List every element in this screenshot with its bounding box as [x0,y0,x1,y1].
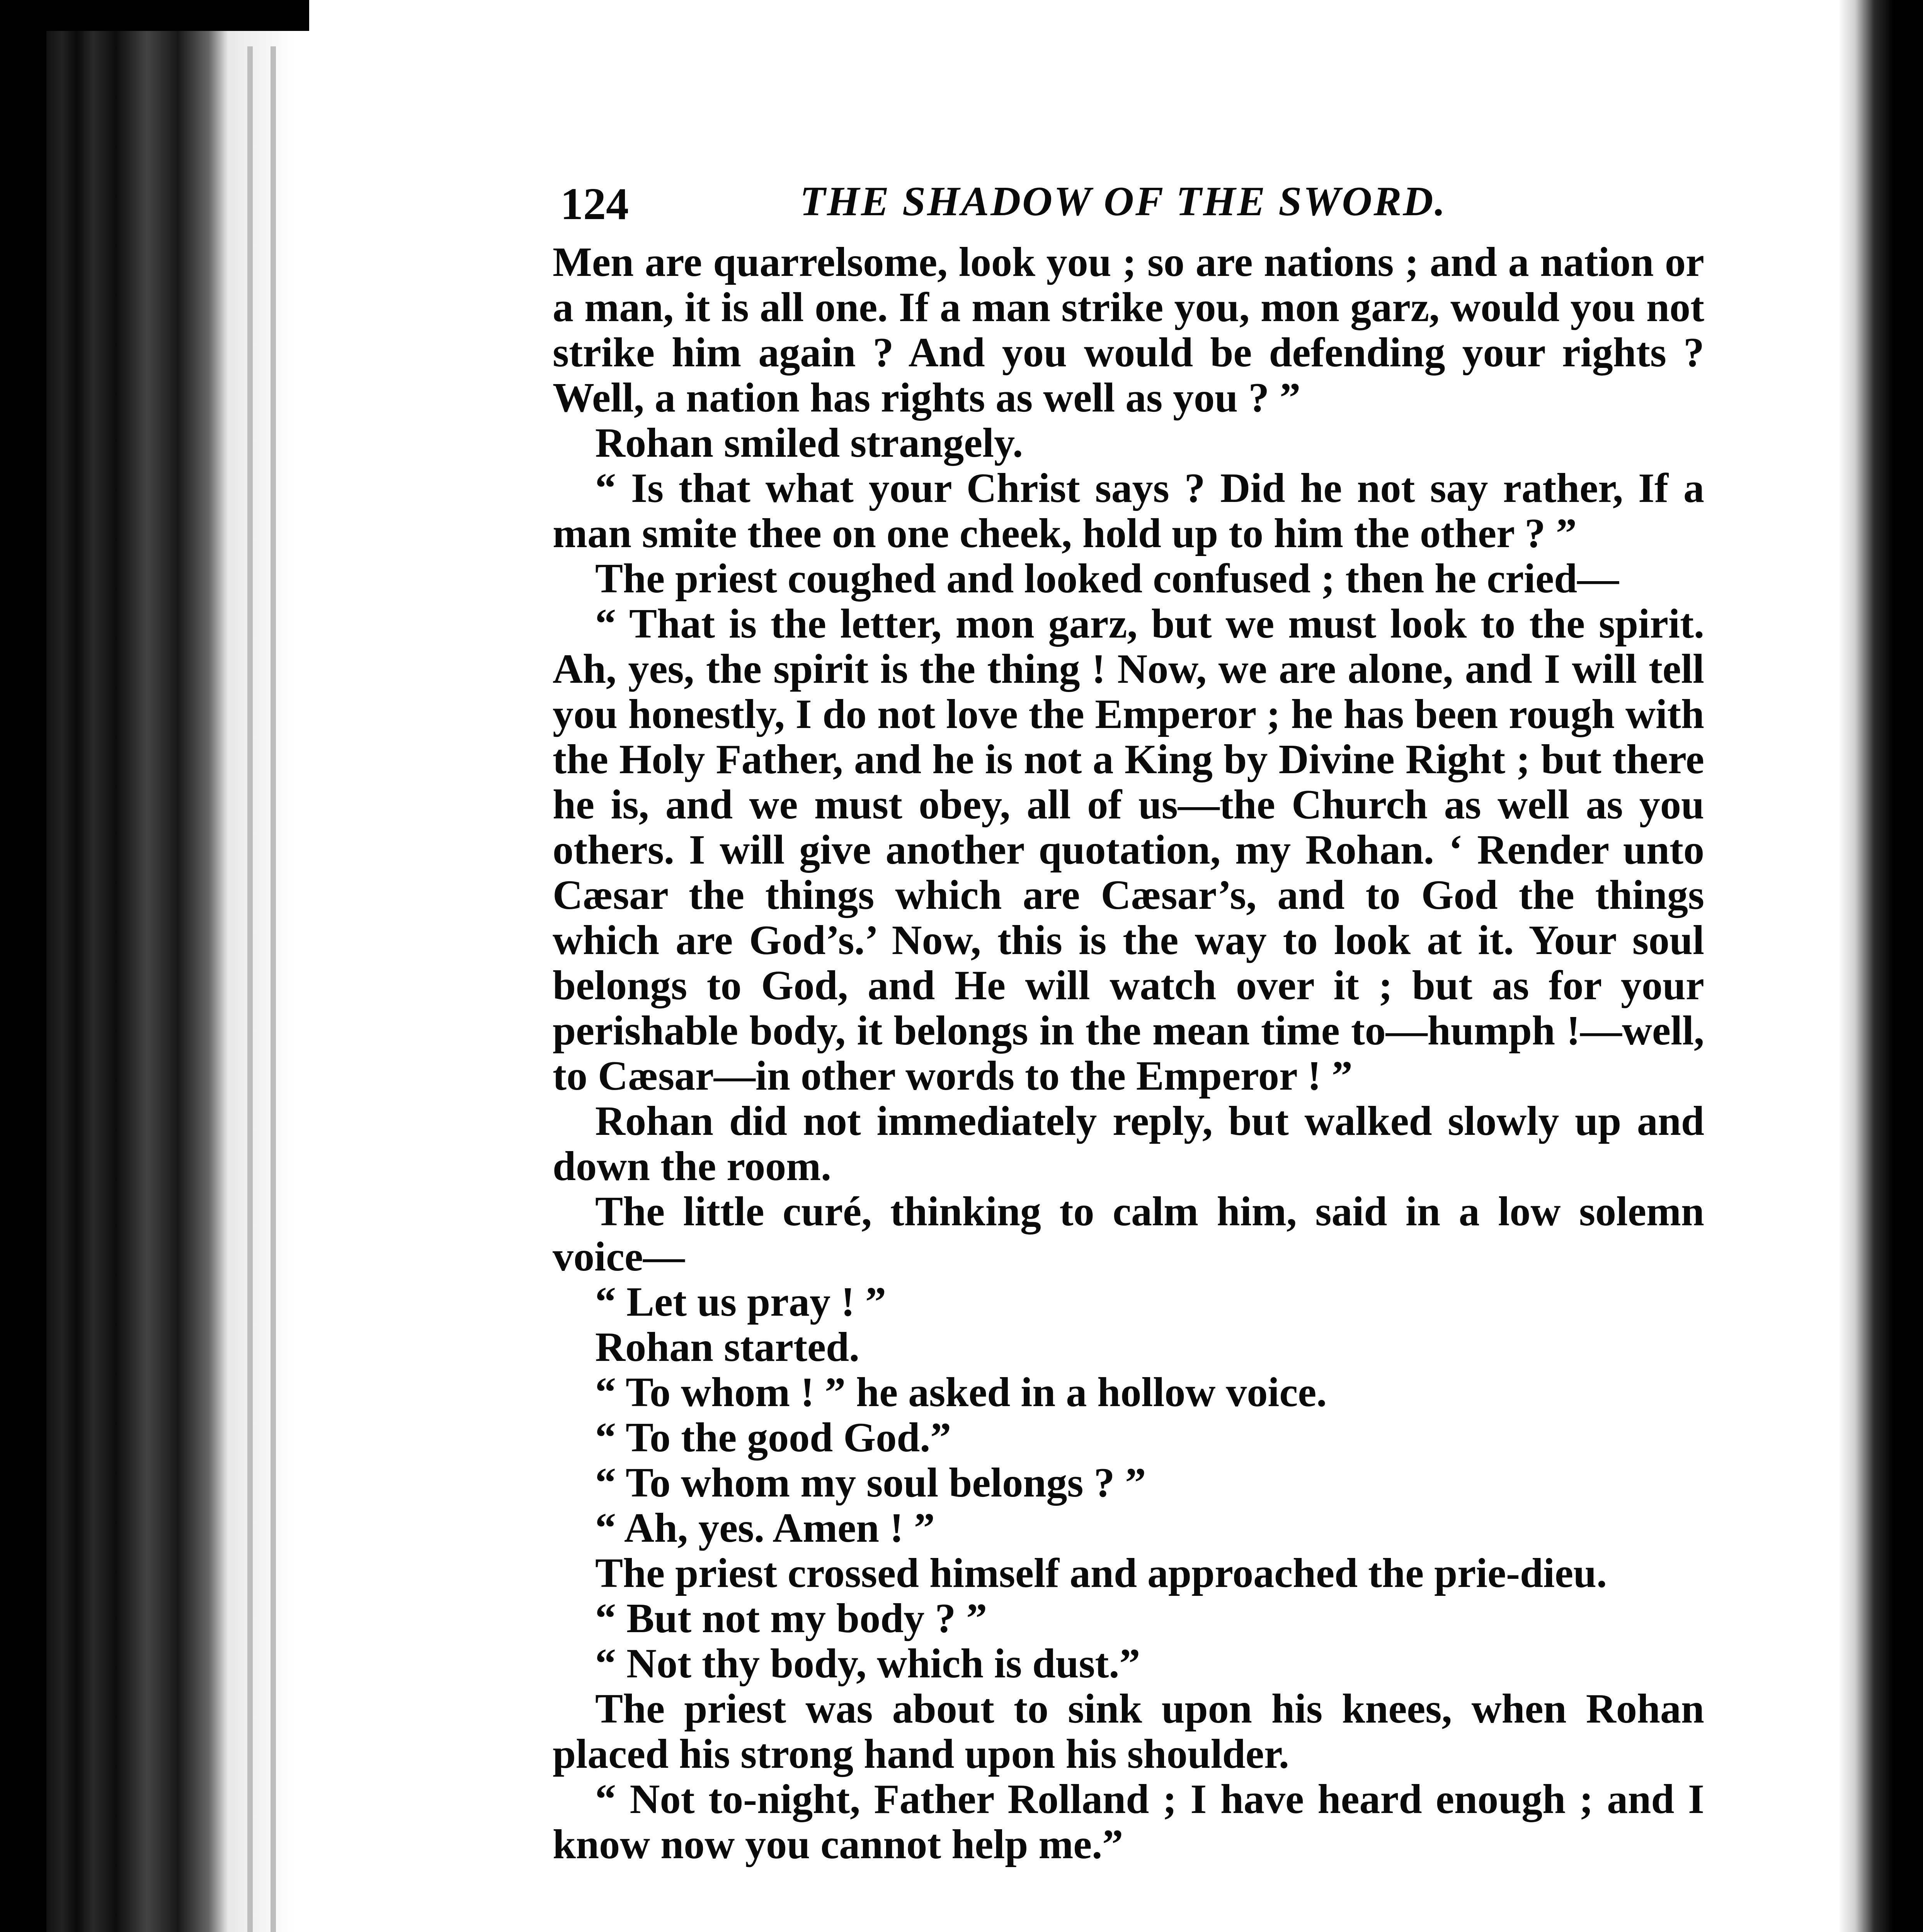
running-head [553,162,1704,240]
body-text [553,240,1704,1867]
paragraph: “ But not my body ? ” [595,1595,987,1641]
paragraph: “ To the good God.” [595,1415,951,1461]
paragraph: The priest was about to sink upon his knees, when Rohan placed his strong hand upon his shoulder. [553,1686,1704,1777]
paragraph: “ To whom ! ” he asked in a hollow voice. [595,1369,1327,1415]
book-page-edges [46,31,317,1932]
paragraph: “ Is that what your Christ says ? Did he not say rather, If a man smite thee on one cheek, hold up to him the other ? ” [553,465,1704,556]
paragraph: “ Not thy body, which is dust.” [595,1641,1140,1687]
page-right-edge [1840,0,1923,1932]
paragraph: Rohan started. [595,1324,860,1370]
paragraph: Men are quarrelsome, look you ; so are nations ; and a nation or a man, it is all one. If a man strike you, mon garz, would you not strike him again ? And you would be defending your rights ? Well, a nation has rights as well as you ? ” [553,239,1704,421]
paragraph: “ Not to-night, Father Rolland ; I have heard enough ; and I know now you cannot help me.” [553,1776,1704,1867]
paragraph: The priest crossed himself and approached the prie-dieu. [595,1550,1607,1596]
paragraph: “ To whom my soul belongs ? ” [595,1460,1146,1506]
page-content [553,162,1704,1867]
page-stack-line [247,46,253,1932]
paragraph: Rohan did not immediately reply, but walked slowly up and down the room. [553,1098,1704,1189]
running-title: THE SHADOW OF THE SWORD. [800,179,1447,224]
paragraph: The priest coughed and looked confused ; then he cried— [595,556,1619,602]
paragraph: “ That is the letter, mon garz, but we must look to the spirit. Ah, yes, the spirit is the thing ! Now, we are alone, and I will tell you honestly, I do not love the Emperor ; he has been rough with the Holy Father, and he is not a King by Divine Right ; but there he is, and we must obey, all of us—the Church as well as you others. I will give another quotation, my Rohan. ‘ Render unto Cæsar the things which are Cæsar’s, and to God the things which are God’s.’ Now, this is the way to look at it. Your soul belongs to God, and He will watch over it ; but as for your perishable body, it belongs in the mean time to—humph !—well, to Cæsar—in other words to the Emperor ! ” [553,601,1704,1099]
page-number: 124 [560,179,629,229]
paragraph: Rohan smiled strangely. [595,420,1023,466]
page-stack-line [271,46,276,1932]
paragraph: The little curé, thinking to calm him, said in a low solemn voice— [553,1189,1704,1280]
paragraph: “ Ah, yes. Amen ! ” [595,1505,935,1551]
paragraph: “ Let us pray ! ” [595,1279,886,1325]
